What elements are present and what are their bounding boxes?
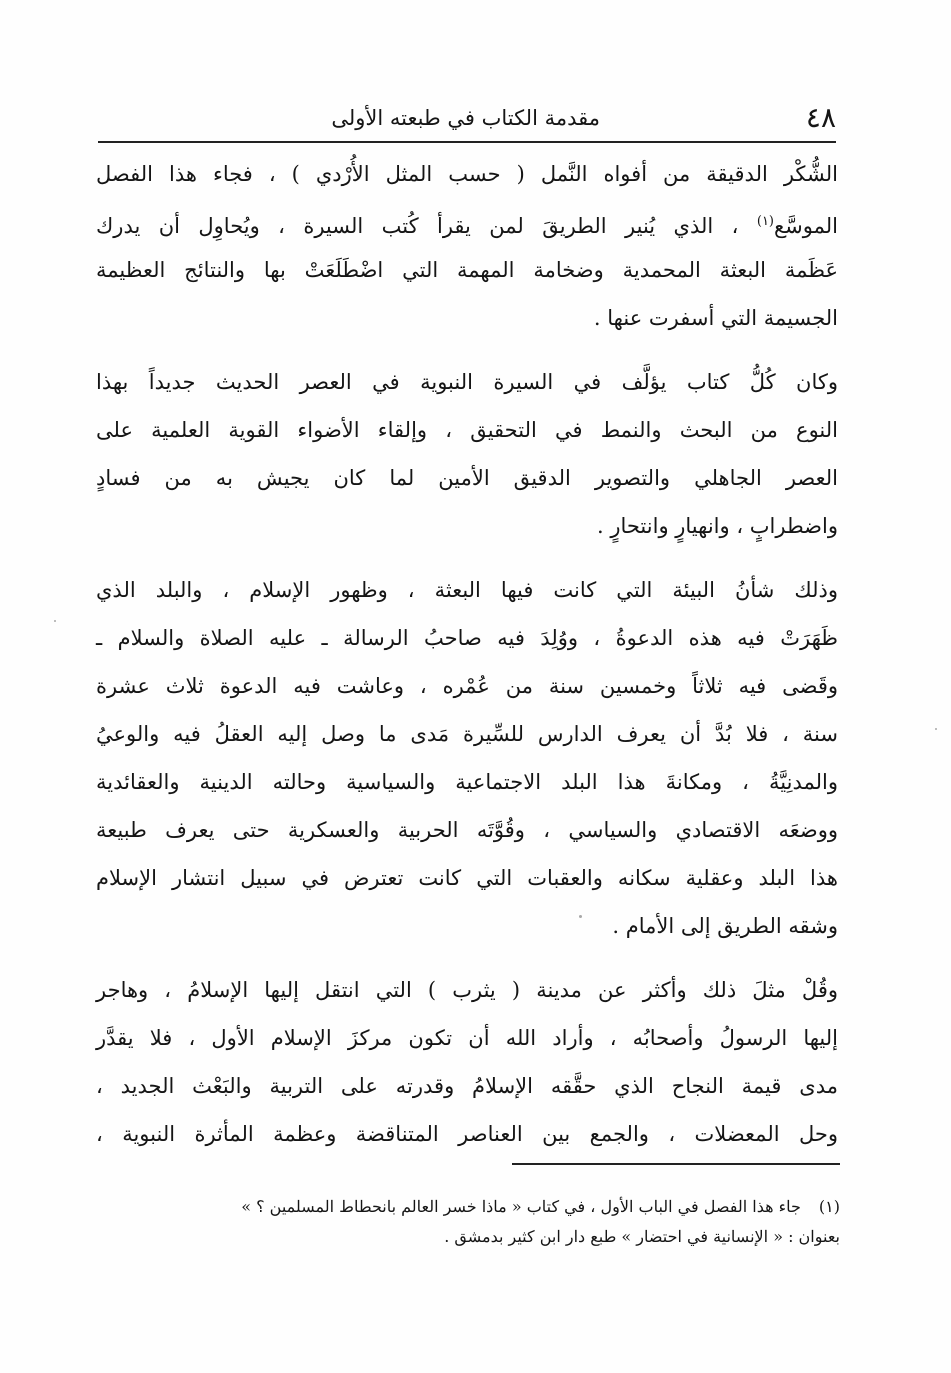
text-line: الجسيمة التي أسفرت عنها .: [593, 306, 838, 330]
paragraph: [96, 966, 838, 1158]
text-line: وكان كُلُّ كتاب يؤلَّف في السيرة النبوية في العصر الحديث جديداً بهذا: [96, 370, 838, 394]
footnote-text: جاء هذا الفصل في الباب الأول ، في كتاب « ماذا خسر العالم بانحطاط المسلمين ؟ »: [241, 1197, 801, 1216]
text-line: العصر الجاهلي والتصوير الدقيق الأمين لما كان يجيش به من فسادٍ: [96, 466, 838, 490]
text-line: والمدنِيَّةُ ، ومكانةَ هذا البلد الاجتماعية والسياسية وحالته الدينية والعقائدية: [96, 770, 838, 794]
text-line: مدى قيمة النجاح الذي حقَّقه الإسلامُ وقدرته على التربية والبَعْث الجديد ،: [96, 1074, 838, 1098]
scan-speck: [935, 728, 937, 730]
text-fragment: الموسَّع: [774, 214, 838, 238]
text-line: النوع من البحث والنمط في التحقيق ، وإلقاء الأضواء القوية العلمية على: [96, 418, 838, 442]
paragraph: [96, 150, 838, 342]
text-line: ظَهَرَتْ فيه هذه الدعوةُ ، ووُلِدَ فيه صاحبُ الرسالة ـ عليه الصلاة والسلام ـ: [96, 626, 838, 650]
paragraph: [96, 566, 838, 950]
header-rule: [98, 141, 836, 143]
text-line: إليها الرسولُ وأصحابُه ، وأراد الله أن تكون مركزَ الإسلام الأول ، فلا يقدَّر: [96, 1026, 838, 1050]
text-line: سنة ، فلا بُدَّ أن يعرف الدارس للسِّيرة مَدى ما وصل إليه العقلُ فيه والوعيُ: [96, 722, 838, 746]
scan-speck: [54, 620, 56, 622]
footnote-marker: (١): [818, 1197, 840, 1216]
page-number: ٤٨: [805, 101, 836, 134]
text-line: عَظَمة البعثة المحمدية وضخامة المهمة التي اضْطَلَعَتْ بها والنتائج العظيمة: [96, 258, 838, 282]
text-line: الشُّكْر الدقيقة من أفواه النَّمل ( حسب المثل الأُرْدي ) ، فجاء هذا الفصل: [96, 162, 838, 186]
text-fragment: ، الذي يُنير الطريقَ لمن يقرأ كُتب السيرة ، ويُحاوِل أن يدرك: [96, 214, 739, 238]
text-line: وحل المعضلات ، والجمع بين العناصر المتناقضة وعظمة المأثرة النبوية ،: [96, 1122, 838, 1146]
running-head: [96, 98, 836, 138]
text-line: وشقه الطريق إلى الأمام .: [612, 914, 838, 938]
scan-speck: [579, 915, 582, 918]
text-line: [96, 198, 838, 246]
footnote-reference[interactable]: (١): [756, 214, 774, 229]
text-line: وذلك شأنُ البيئة التي كانت فيها البعثة ، وظهور الإسلام ، والبلد الذي: [96, 578, 838, 602]
footnote-rule: [512, 1163, 840, 1165]
text-line: وقُلْ مثلَ ذلك وأكثر عن مدينة ( يثرب ) التي انتقل إليها الإسلامُ ، وهاجر: [96, 978, 838, 1002]
text-line: هذا البلد وعقلية سكانه والعقبات التي كانت تعترض في سبيل انتشار الإسلام: [96, 866, 838, 890]
footnote-text: بعنوان : « الإنسانية في احتضار » طبع دار ابن كثير بدمشق .: [444, 1227, 840, 1246]
running-title: مقدمة الكتاب في طبعته الأولى: [331, 106, 600, 130]
text-line: ووضعَه الاقتصادي والسياسي ، وقُوَّتَه الحربية والعسكرية حتى يعرف طبيعة: [96, 818, 838, 842]
footnote-line: [200, 1222, 840, 1252]
text-line: واضطرابٍ ، وانهيارٍ وانتحارٍ .: [596, 514, 838, 538]
footnote-line: [200, 1192, 840, 1222]
footnotes: [200, 1192, 840, 1252]
text-line: وقَضى فيه ثلاثاً وخمسين سنة من عُمْره ، وعاشت فيه الدعوة ثلاث عشرة: [96, 674, 838, 698]
body-text: [96, 150, 838, 1158]
paragraph: [96, 358, 838, 550]
